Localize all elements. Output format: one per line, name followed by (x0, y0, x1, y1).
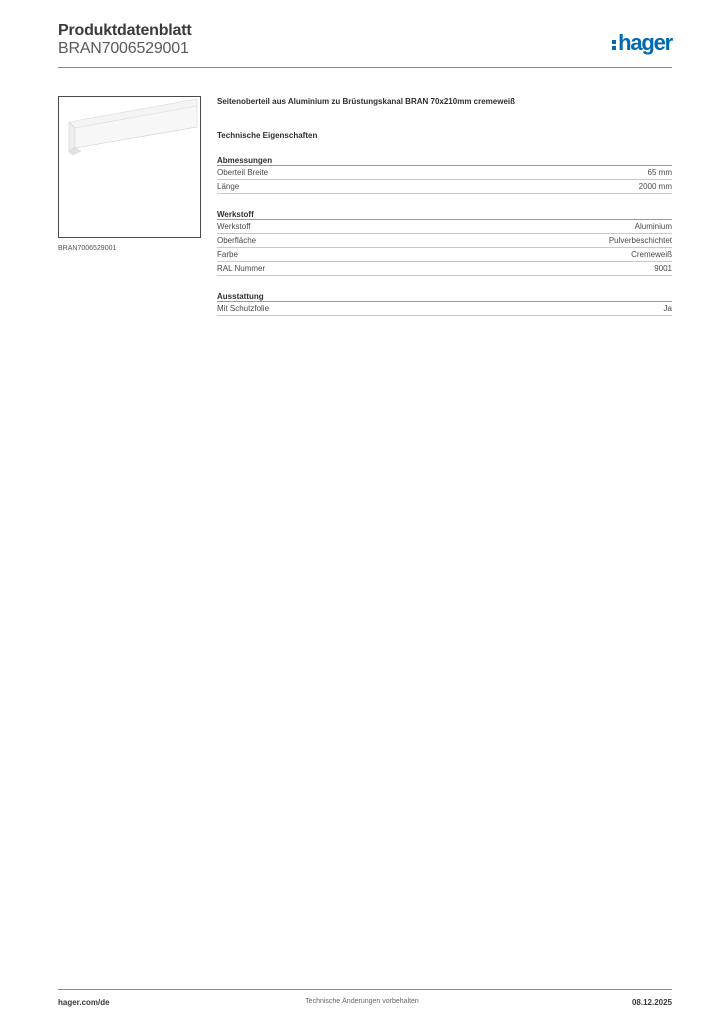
page-title: Produktdatenblatt (58, 22, 192, 39)
datasheet-content (217, 96, 672, 316)
property-label: Länge (217, 182, 240, 191)
property-row (217, 248, 672, 262)
property-value: Cremeweiß (631, 250, 672, 259)
property-label: Oberfläche (217, 236, 257, 245)
hager-logo (612, 30, 672, 56)
property-label: RAL Nummer (217, 264, 266, 273)
property-value: 65 mm (647, 168, 672, 177)
property-row (217, 302, 672, 316)
product-image (58, 96, 201, 238)
property-row (217, 234, 672, 248)
property-label: Mit Schutzfolie (217, 304, 270, 313)
footer-note: Technische Änderungen vorbehalten (305, 998, 419, 1005)
property-row (217, 220, 672, 234)
footer-website: hager.com/de (58, 998, 110, 1007)
section-title: Ausstattung (217, 291, 672, 302)
logo-dots-icon (612, 38, 616, 52)
property-row (217, 262, 672, 276)
property-label: Oberteil Breite (217, 168, 269, 177)
logo-text: hager (618, 30, 672, 55)
property-label: Werkstoff (217, 222, 251, 231)
section-equipment (217, 291, 672, 316)
tech-properties-heading: Technische Eigenschaften (217, 131, 318, 140)
footer-divider (58, 989, 672, 990)
property-value: 9001 (654, 264, 672, 273)
property-row (217, 166, 672, 180)
header-divider (58, 67, 672, 68)
article-number: BRAN7006529001 (58, 40, 189, 57)
section-dimensions (217, 155, 672, 194)
aluminium-profile-image (59, 97, 200, 237)
section-title: Abmessungen (217, 155, 672, 166)
section-title: Werkstoff (217, 209, 672, 220)
image-caption: BRAN7006529001 (58, 245, 117, 252)
property-row (217, 180, 672, 194)
section-material (217, 209, 672, 276)
property-value: Aluminium (634, 222, 672, 231)
property-label: Farbe (217, 250, 238, 259)
product-description: Seitenoberteil aus Aluminium zu Brüstungskanal BRAN 70x210mm cremeweiß (217, 97, 516, 106)
footer-date: 08.12.2025 (631, 998, 672, 1007)
property-value: Ja (663, 304, 672, 313)
property-value: Pulverbeschichtet (608, 236, 672, 245)
property-value: 2000 mm (638, 182, 672, 191)
page-header (58, 22, 672, 70)
